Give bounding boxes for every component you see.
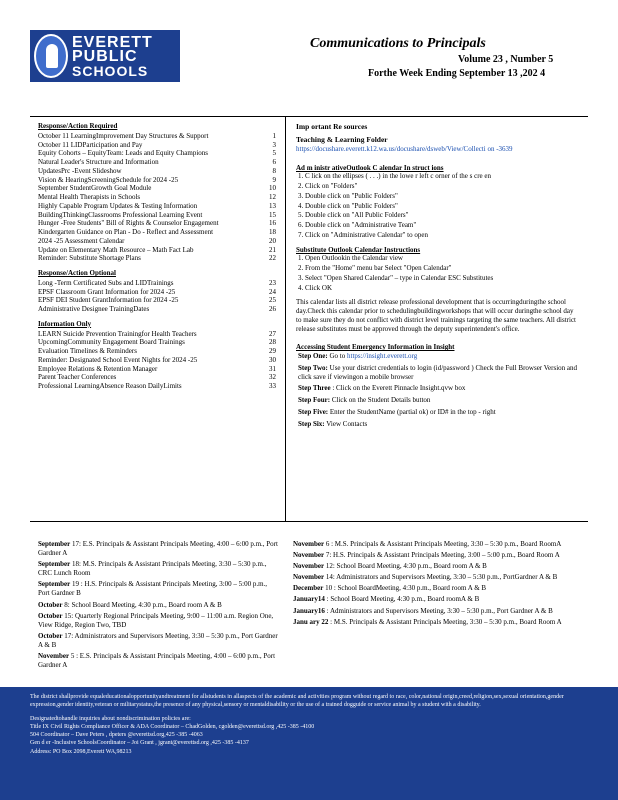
toc-entry-page: 29 [269, 347, 276, 355]
meeting-date: December [293, 584, 324, 593]
meeting-entry [38, 652, 278, 670]
meeting-details: 18: M.S. Principals & Assistant Principals Meeting, 3:30 – 5:30 p.m., CRC Lunch Room [38, 560, 267, 578]
instruction-step: 1. C lick on the ellipses ( . . .) in the lowe r left c orner of the s cre en [298, 172, 492, 181]
gender-inclusive-contact: Gen d er -Inclusive SchoolsCoordinator – Joi Grant , jgrant@everettsd.org ,425 -385 -4137 [30, 740, 249, 747]
info-heading: Information Only [38, 319, 92, 328]
insight-step [298, 384, 579, 393]
section-504-contact: 504 Coordinator – Dave Peters , dpeters @everettsd.org,425 -385 -4063 [30, 732, 203, 739]
instruction-step: 3. Double click on "Public Folders" [298, 191, 398, 200]
insight-step [298, 420, 579, 429]
toc-entry-page: 27 [269, 329, 276, 338]
meeting-date: November [293, 540, 325, 548]
toc-entry-page: 18 [269, 228, 276, 236]
meetings-right [293, 540, 583, 629]
logo-text-line3: SCHOOLS [72, 63, 149, 79]
column-divider [285, 116, 286, 521]
insight-step-label: Step Four: [298, 396, 331, 404]
toc-entry[interactable] [38, 338, 276, 347]
toc-entry[interactable] [38, 211, 276, 220]
meeting-entry [293, 573, 583, 582]
toc-entry[interactable] [38, 176, 276, 185]
instruction-step: 5. Double click on "All Public Folders" [298, 211, 409, 220]
optional-heading: Response/Action Optional [38, 269, 116, 277]
resources-heading: Imp ortant Re sources [296, 122, 368, 131]
toc-entry-title: 2024 -25 Assessment Calendar [38, 236, 125, 245]
meeting-entry [38, 601, 278, 610]
meeting-date: November [38, 652, 70, 661]
meeting-details: 19 : H.S. Principals & Assistant Principals Meeting, 3:00 – 5:00 p.m., Port Gardner B [38, 580, 268, 598]
meeting-details: 12: School Board Meeting, 4:30 p.m., Board room A & B [324, 562, 487, 571]
instruction-step: 4. Click OK [298, 283, 333, 292]
toc-entry[interactable] [38, 184, 276, 193]
toc-entry-title: UpdatesPrc -Event Slideshow [38, 166, 122, 175]
insight-step-text: Go to [327, 352, 347, 360]
toc-entry-title: Vision & HearingScreeningSchedule for 2024 -25 [38, 175, 179, 184]
toc-entry-title: Natural Leader's Structure and Information [38, 158, 159, 166]
meeting-entry [38, 632, 278, 650]
toc-entry-title: October 11 LearningImprovement Day Structures & Support [38, 131, 209, 140]
toc-entry[interactable] [38, 356, 276, 365]
meeting-details: : Administrators and Supervisors Meeting, 3:30 – 5:30 p.m., Port Gardner A & B [324, 606, 553, 615]
toc-entry-page: 30 [269, 355, 276, 364]
meeting-date: September [38, 540, 71, 548]
toc-entry[interactable] [38, 246, 276, 255]
meeting-date: November [293, 573, 325, 582]
toc-entry-title: Highly Capable Program Updates & Testing Information [38, 201, 198, 210]
insight-step-text: Enter the StudentName (partial ok) or ID# in the top - right [328, 407, 496, 416]
toc-entry[interactable] [38, 279, 276, 288]
instruction-step: 6. Double click on "Administrative Team" [298, 221, 417, 229]
insight-step [298, 352, 579, 361]
insight-step [298, 364, 579, 382]
meeting-date: January16 [293, 606, 325, 615]
toc-entry-title: Update on Elementary Math Resource – Math Fact Lab [38, 245, 194, 254]
toc-entry-page: 5 [272, 149, 276, 158]
toc-entry[interactable] [38, 202, 276, 211]
meeting-entry [293, 584, 583, 593]
toc-entry[interactable] [38, 158, 276, 167]
meetings-left [38, 540, 278, 672]
toc-entry-page: 23 [269, 278, 276, 287]
toc-entry[interactable] [38, 365, 276, 374]
meeting-details: 6 : M.S. Principals & Assistant Principals Meeting, 3:30 – 5:30 p.m., Board RoomA [324, 540, 562, 548]
insight-step [298, 408, 579, 417]
meeting-entry [38, 560, 278, 578]
toc-entry[interactable] [38, 237, 276, 246]
toc-entry[interactable] [38, 373, 276, 382]
insight-step-text: Click on the Student Details button [330, 396, 431, 404]
info-list [38, 330, 276, 391]
meeting-date: September [38, 580, 71, 589]
toc-entry-title: Long -Term Certificated Subs and LIDTrainings [38, 278, 174, 287]
meeting-entry [38, 540, 278, 558]
meeting-details: 8: School Board Meeting, 4:30 p.m., Board room A & B [62, 600, 222, 609]
meeting-date: October [38, 611, 63, 620]
toc-entry-title: Administrative Designee TrainingDates [38, 305, 150, 313]
meeting-entry [293, 551, 583, 560]
torch-icon [34, 34, 68, 78]
insight-steps [296, 352, 579, 428]
required-list [38, 132, 276, 263]
sub-calendar-paragraph: This calendar lists all district release professional development that is occurringduringthe school day.Check this calendar prior to schedulingbuildingworkshops that will occur duringthe school day to make sure they do not conflict with district level trainings targeting the same teachers. All district release substitutes must be approved through the deputy superintendent's office. [296, 298, 576, 333]
toc-entry[interactable] [38, 228, 276, 237]
instruction-step: 4. Double click on "Public Folders" [298, 201, 398, 210]
meeting-details: 7: H.S. Principals & Assistant Principals Meeting, 3:00 – 5:00 p.m., Board Room A [324, 551, 560, 560]
toc-entry-title: UpcomingCommunity Engagement Board Trainings [38, 338, 185, 347]
toc-entry[interactable] [38, 132, 276, 141]
meeting-entry [293, 540, 583, 549]
instruction-step: 2. Click on "Folders" [298, 182, 358, 190]
admin-calendar-steps [296, 172, 579, 239]
toc-entry[interactable] [38, 193, 276, 202]
meeting-entry [293, 607, 583, 616]
toc-entry-title: Parent Teacher Conferences [38, 373, 117, 382]
optional-list [38, 279, 276, 314]
meeting-date: October [38, 600, 63, 609]
toc-entry[interactable] [38, 149, 276, 158]
toc-entry[interactable] [38, 254, 276, 263]
toc-entry-title: Reminder: Substitute Shortage Plans [38, 254, 141, 263]
meeting-details: 17: Administrators and Supervisors Meeting, 3:30 – 5:30 p.m., Port Gardner A & B [38, 631, 278, 649]
insight-step-text: Use your district credentials to login (id/password ) Check the Full Browser Version and click save if viewingon a mobile browser [298, 363, 577, 381]
toc-entry-page: 12 [269, 193, 276, 201]
meeting-details: 17: E.S. Principals & Assistant Principals Meeting, 4:00 – 6:00 p.m., Port Gardner A [38, 540, 278, 558]
top-rule [30, 116, 588, 117]
tl-folder-link[interactable]: https://docushare.everett.k12.wa.us/docushare/dsweb/View/Collecti on -3639 [296, 144, 513, 153]
toc-entry-title: Reminder: Designated School Event Nights for 2024 -25 [38, 355, 198, 364]
toc-entry-page: 3 [272, 140, 276, 149]
meeting-entry [293, 595, 583, 604]
meeting-details: 15: Quarterly Regional Principals Meeting, 9:00 – 11:00 a.m. Region One, View Ridge, Region Two, TBD [38, 611, 274, 629]
toc-entry-title: Hunger -Free Students" Bill of Rights & Counselor Engagement [38, 219, 219, 228]
designee-intro: Designatedtohandle inquiries about nondiscrimination policies are: [30, 716, 191, 723]
footer [0, 687, 618, 800]
toc-entry-page: 28 [269, 338, 276, 347]
volume-number: Volume 23 , Number 5 [458, 54, 554, 65]
admin-calendar-heading: Ad m inistr ativeOutlook C alendar In struct ions [296, 163, 444, 172]
toc-entry[interactable] [38, 167, 276, 176]
toc-entry-page: 21 [269, 245, 276, 254]
insight-step-label: Step Three [298, 384, 331, 393]
week-ending: Forthe Week Ending September 13 ,202 4 [368, 68, 546, 79]
toc-entry-title: BuildingThinkingClassrooms Professional Learning Event [38, 210, 203, 219]
district-logo [30, 30, 180, 82]
toc-entry[interactable] [38, 296, 276, 305]
instruction-step: 2. From the "Home" menu bar Select "Open Calendar" [298, 264, 452, 272]
sub-calendar-steps [296, 254, 579, 292]
toc-entry-page: 6 [272, 158, 276, 166]
insight-step-text: View Contacts [324, 419, 368, 428]
insight-step-label: Step One: [298, 352, 328, 360]
sub-calendar-heading: Substitute Outlook Calendar Instructions [296, 245, 421, 254]
insight-step-label: Step Two: [298, 363, 328, 372]
toc-entry-page: 25 [269, 296, 276, 305]
meeting-date: November [293, 562, 325, 571]
meeting-entry [38, 612, 278, 630]
toc-entry-title: Equity Cohorts – EquityTeam: Leads and Equity Champions [38, 149, 209, 158]
logo-text-line1: EVERETT [72, 34, 153, 51]
toc-entry-page: 13 [269, 201, 276, 210]
meeting-date: October [38, 631, 63, 640]
instruction-step: 3. Select "Open Shared Calendar" – type in Calendar ESC Substitutes [298, 273, 494, 282]
toc-entry-page: 24 [269, 287, 276, 296]
meeting-details: 10 : School BoardMeeting, 4:30 p.m., Board room A & B [323, 584, 487, 593]
meeting-details: 14: Administrators and Supervisors Meeting, 3:30 – 5:30 p.m., PortGardner A & B [324, 573, 558, 582]
toc-entry-page: 33 [269, 382, 276, 390]
toc-entry-page: 8 [272, 166, 276, 175]
insight-step-label: Step Five: [298, 407, 329, 416]
toc-entry-page: 16 [269, 219, 276, 228]
toc-entry-page: 26 [269, 305, 276, 313]
nondiscrimination-statement: The district shallprovide equaleducationalopportunityandtreatment for allstudents in allaspects of the academic and activities program without regard to race, color,national origin,creed,religion,sex,sexual orientation,gender expression,gender identity,veteran or militarystatus,the presence of any physical,sensory or mentaldisability or the use of a trained dogguide or service animal by a student with a disability. [30, 694, 564, 709]
toc-entry-title: Kindergarten Guidance on Plan - Do - Reflect and Assessment [38, 228, 214, 236]
header [30, 30, 590, 92]
meeting-date: Janu ary 22 [293, 617, 329, 626]
insight-step-text: : Click on the Everett Pinnacle Insight.qvw box [330, 384, 466, 393]
toc-entry-title: EPSF Classroom Grant Information for 2024 -25 [38, 287, 176, 296]
meeting-entry [293, 562, 583, 571]
title-ix-contact: Title IX Civil Rights Compliance Officer & ADA Coordinator – ChadGolden, cgolden@everettsd.org ,425 -385 -4100 [30, 724, 315, 731]
instruction-step: 1. Open Outlookin the Calendar view [298, 254, 403, 263]
toc-entry[interactable] [38, 382, 276, 391]
toc-entry[interactable] [38, 305, 276, 314]
instruction-step: 7. Click on "Administrative Calendar" to open [298, 230, 428, 239]
toc-entry-page: 10 [269, 184, 276, 193]
toc-entry-page: 9 [272, 175, 276, 184]
insight-heading: Accessing Student Emergency Information in Insight [296, 343, 455, 352]
toc-entry[interactable] [38, 288, 276, 297]
middle-rule [30, 521, 588, 522]
meeting-entry [38, 580, 278, 598]
table-of-contents [38, 122, 276, 391]
meeting-date: September [38, 560, 71, 569]
toc-entry[interactable] [38, 141, 276, 150]
toc-entry-title: EPSF DEI Student GrantInformation for 2024 -25 [38, 296, 179, 305]
toc-entry[interactable] [38, 347, 276, 356]
resources-column [296, 122, 579, 431]
meeting-details: : School Board Meeting, 4:30 p.m., Board roomA & B [324, 595, 480, 604]
meeting-date: January14 [293, 595, 325, 604]
toc-entry-page: 31 [269, 364, 276, 373]
toc-entry-title: Mental Health Therapists in Schools [38, 193, 141, 201]
toc-entry-page: 20 [269, 236, 276, 245]
toc-entry-title: October 11 LIDParticipation and Pay [38, 140, 143, 149]
meeting-entry [293, 618, 583, 627]
toc-entry-title: Employee Relations & Retention Manager [38, 364, 158, 373]
meeting-details: 5 : E.S. Principals & Assistant Principals Meeting, 4:00 – 6:00 p.m., Port Gardner A [38, 652, 276, 670]
meeting-date: November [293, 551, 325, 560]
insight-step [298, 396, 579, 405]
toc-entry-title: Evaluation Timelines & Reminders [38, 347, 137, 355]
toc-entry[interactable] [38, 219, 276, 228]
toc-entry[interactable] [38, 330, 276, 339]
required-heading: Response/Action Required [38, 122, 118, 130]
insight-link[interactable]: https://insight.everett.org [347, 352, 418, 360]
toc-entry-page: 1 [272, 131, 276, 140]
tl-folder-label: Teaching & Learning Folder [296, 135, 388, 145]
insight-step-label: Step Six: [298, 419, 325, 428]
toc-entry-page: 22 [269, 254, 276, 263]
toc-entry-page: 32 [269, 373, 276, 382]
toc-entry-page: 15 [269, 210, 276, 219]
mailing-address: Address: PO Box 2098,Everett WA,98213 [30, 748, 132, 755]
toc-entry-title: September StudentGrowth Goal Module [38, 184, 152, 193]
toc-entry-title: Professional LearningAbsence Reason DailyLimits [38, 382, 182, 390]
toc-entry-title: LEARN Suicide Prevention Trainingfor Health Teachers [38, 329, 197, 338]
page-title: Communications to Principals [310, 36, 486, 51]
meeting-details: : M.S. Principals & Assistant Principals Meeting, 3:30 – 5:30 p.m., Board Room A [328, 617, 562, 626]
logo-text-line2: PUBLIC [72, 48, 138, 65]
